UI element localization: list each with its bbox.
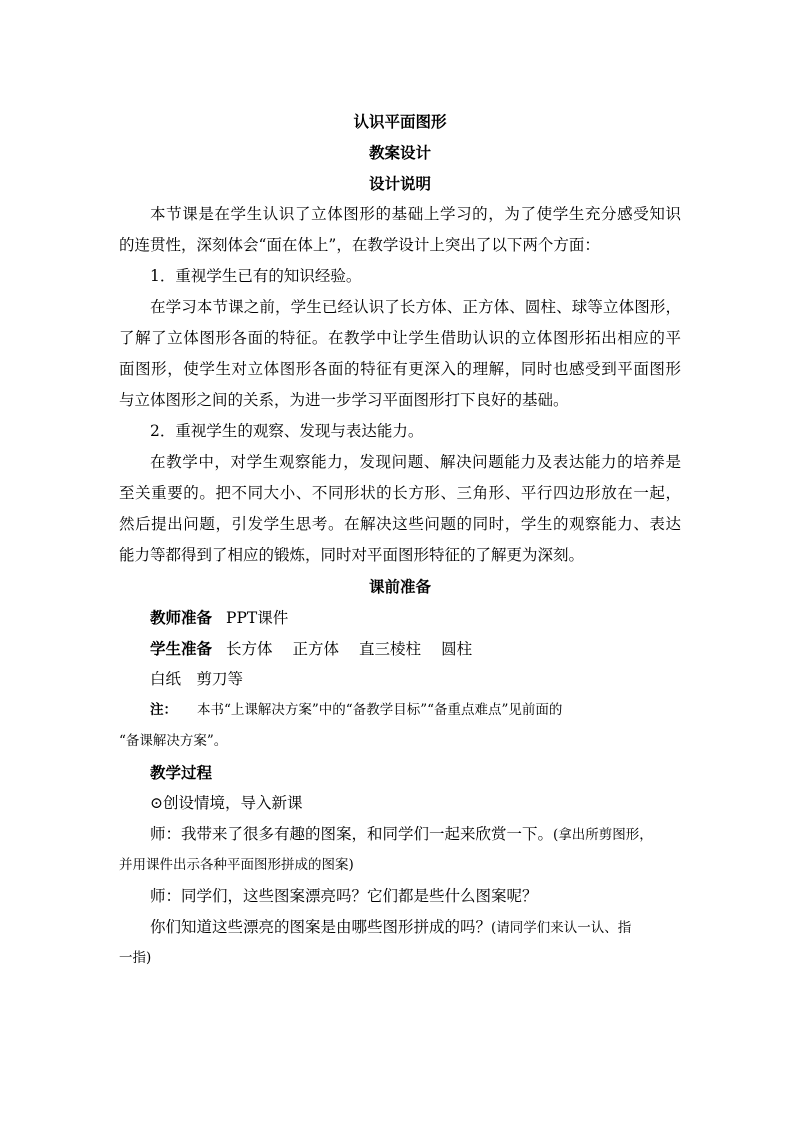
- page-subtitle: 教案设计: [368, 143, 431, 162]
- student-prep-extra: 白纸 剪刀等: [150, 670, 244, 688]
- stage-direction-line: 并用课件出示各种平面图形拼成的图案): [119, 857, 354, 873]
- paragraph-line: 在学习本节课之前，学生已经认识了长方体、正方体、圆柱、球等立体图形，: [150, 298, 681, 316]
- stage-direction: (拿出所剪图形，: [553, 827, 653, 843]
- student-prep-item: 正方体: [292, 640, 340, 658]
- document-content: [119, 106, 681, 974]
- teacher-prep-value: PPT课件: [226, 609, 289, 627]
- page-title: 认识平面图形: [353, 112, 447, 131]
- paragraph-line: 的连贯性，深刻体会“面在体上”，在教学设计上突出了以下两个方面：: [119, 236, 600, 254]
- student-prep-label: 学生准备: [150, 639, 213, 658]
- student-prep-item: 直三棱柱: [359, 640, 422, 658]
- student-prep-item: 长方体: [226, 640, 273, 658]
- teacher-prep: [119, 602, 681, 633]
- list-item: 1．重视学生已有的知识经验。: [150, 267, 362, 285]
- student-prep: [119, 633, 681, 664]
- dialogue-text: 你们知道这些漂亮的图案是由哪些图形拼成的吗？: [150, 918, 492, 936]
- paragraph-line: 本节课是在学生认识了立体图形的基础上学习的，为了使学生充分感受知识: [150, 205, 681, 223]
- stage-direction-line: 一指): [119, 950, 152, 966]
- step-heading: ⊙创设情境，导入新课: [150, 794, 303, 812]
- dialogue-line: [119, 819, 681, 850]
- teacher-prep-label: 教师准备: [150, 608, 213, 627]
- student-prep-item: 圆柱: [441, 640, 473, 658]
- dialogue-text: 师：我带来了很多有趣的图案，和同学们一起来欣赏一下。: [150, 825, 554, 843]
- dialogue-line: 师：同学们，这些图案漂亮吗？它们都是些什么图案呢？: [150, 887, 538, 905]
- section-heading-process: 教学过程: [150, 763, 213, 782]
- section-heading-design: 设计说明: [368, 174, 431, 193]
- section-heading-prep: 课前准备: [368, 577, 431, 596]
- paragraph-line: 在教学中，对学生观察能力，发现问题、解决问题能力及表达能力的培养是: [150, 453, 681, 471]
- stage-direction: (请同学们来认一认、指: [491, 920, 632, 936]
- paragraph-line: 能力等都得到了相应的锻炼，同时对平面图形特征的了解更为深刻。: [119, 546, 585, 564]
- paragraph-line: 然后提出问题，引发学生思考。在解决这些问题的同时，学生的观察能力、表达: [119, 515, 681, 533]
- note-text: 本书“上课解决方案”中的“备教学目标”“备重点难点”见前面的: [197, 702, 563, 718]
- dialogue-line: [119, 912, 681, 943]
- note-line: [119, 695, 681, 726]
- paragraph-line: 了解了立体图形各面的特征。在教学中让学生借助认识的立体图形拓出相应的平: [119, 329, 681, 347]
- paragraph-line: 面图形，使学生对立体图形各面的特征有更深入的理解，同时也感受到平面图形: [119, 360, 681, 378]
- note-line-2: “备课解决方案”。: [119, 733, 228, 749]
- paragraph-line: 至关重要的。把不同大小、不同形状的长方形、三角形、平行四边形放在一起，: [119, 484, 681, 502]
- list-item: 2．重视学生的观察、发现与表达能力。: [150, 422, 424, 440]
- note-label: 注：: [150, 702, 177, 718]
- paragraph-line: 与立体图形之间的关系，为进一步学习平面图形打下良好的基础。: [119, 391, 569, 409]
